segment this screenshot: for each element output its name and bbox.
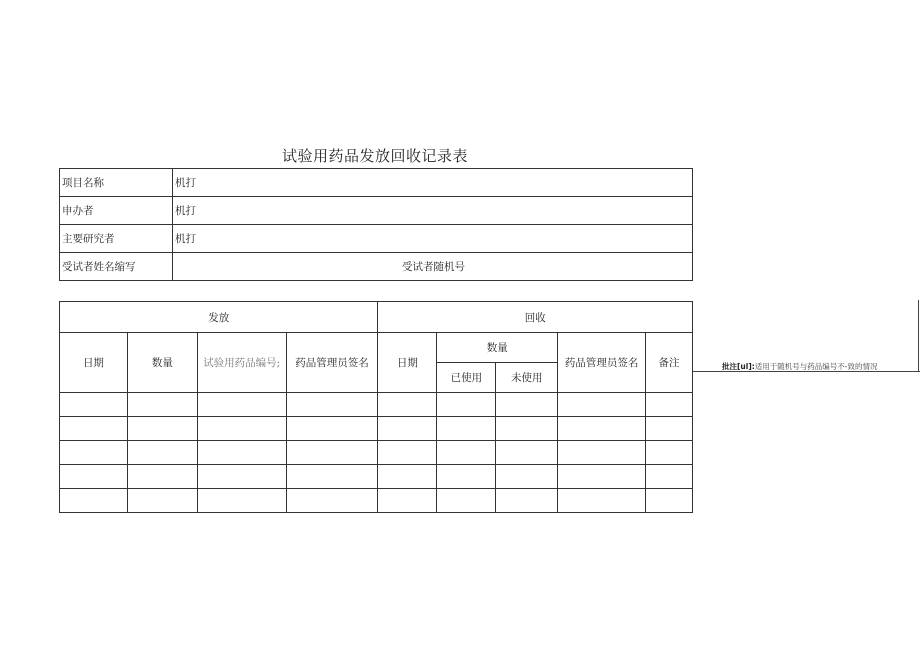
comment-text: 适用于随机号与药品编号不-致的情况: [754, 362, 878, 371]
table-cell[interactable]: [496, 393, 558, 417]
table-cell[interactable]: [558, 441, 646, 465]
info-label: 项目名称: [60, 169, 173, 197]
table-cell[interactable]: [286, 489, 378, 513]
review-comment[interactable]: [722, 361, 877, 372]
table-cell[interactable]: [646, 393, 693, 417]
info-value[interactable]: 机打: [173, 169, 693, 197]
col-date: 日期: [60, 333, 128, 393]
table-cell[interactable]: [496, 489, 558, 513]
table-cell[interactable]: [197, 417, 286, 441]
table-cell[interactable]: [646, 417, 693, 441]
table-cell[interactable]: [378, 441, 437, 465]
section-header-row: [60, 302, 693, 333]
table-cell[interactable]: [437, 441, 496, 465]
table-cell[interactable]: [60, 441, 128, 465]
table-cell[interactable]: [558, 417, 646, 441]
table-cell[interactable]: [437, 417, 496, 441]
info-row-investigator: [60, 225, 693, 253]
table-row: [60, 465, 693, 489]
table-cell[interactable]: [127, 465, 197, 489]
dispense-recover-table: [59, 301, 693, 513]
table-cell[interactable]: [60, 417, 128, 441]
dispense-header: 发放: [60, 302, 378, 333]
table-cell[interactable]: [378, 465, 437, 489]
table-cell[interactable]: [437, 489, 496, 513]
table-cell[interactable]: [558, 393, 646, 417]
table-cell[interactable]: [437, 465, 496, 489]
table-cell[interactable]: [496, 441, 558, 465]
table-cell[interactable]: [437, 393, 496, 417]
table-cell[interactable]: [60, 465, 128, 489]
col-manager-sign-recover: 药品管理员签名: [558, 333, 646, 393]
col-date-recover: 日期: [378, 333, 437, 393]
info-value[interactable]: 机打: [173, 225, 693, 253]
table-cell[interactable]: [286, 441, 378, 465]
comment-connector-line: [918, 300, 919, 372]
col-drug-number: 试验用药品编号;: [197, 333, 286, 393]
info-label: 主要研究者: [60, 225, 173, 253]
table-cell[interactable]: [496, 417, 558, 441]
recover-header: 回收: [378, 302, 693, 333]
col-manager-sign: 药品管理员签名: [286, 333, 378, 393]
table-cell[interactable]: [286, 393, 378, 417]
page-title: 试验用药品发放回收记录表: [281, 147, 468, 165]
info-row-sponsor: [60, 197, 693, 225]
table-cell[interactable]: [558, 465, 646, 489]
column-header-row: [60, 333, 693, 363]
table-cell[interactable]: [496, 465, 558, 489]
info-row-subject: [60, 253, 693, 281]
info-label: 受试者姓名缩写: [60, 253, 173, 281]
info-label: 申办者: [60, 197, 173, 225]
table-cell[interactable]: [378, 393, 437, 417]
col-remark: 备注: [646, 333, 693, 393]
table-cell[interactable]: [60, 393, 128, 417]
table-cell[interactable]: [127, 489, 197, 513]
table-cell[interactable]: [646, 441, 693, 465]
table-cell[interactable]: [127, 441, 197, 465]
info-row-project: [60, 169, 693, 197]
table-cell[interactable]: [197, 465, 286, 489]
table-row: [60, 489, 693, 513]
table-cell[interactable]: [197, 393, 286, 417]
table-cell[interactable]: [197, 441, 286, 465]
table-cell[interactable]: [197, 489, 286, 513]
table-cell[interactable]: [286, 417, 378, 441]
col-unused: 未使用: [496, 363, 558, 393]
table-cell[interactable]: [646, 465, 693, 489]
col-used: 已使用: [437, 363, 496, 393]
project-info-table: [59, 168, 693, 281]
table-cell[interactable]: [127, 417, 197, 441]
table-cell[interactable]: [646, 489, 693, 513]
col-quantity: 数量: [127, 333, 197, 393]
col-quantity-recover: 数量: [437, 333, 558, 363]
table-row: [60, 393, 693, 417]
table-cell[interactable]: [286, 465, 378, 489]
info-value[interactable]: 机打: [173, 197, 693, 225]
table-cell[interactable]: [378, 489, 437, 513]
info-value[interactable]: 受试者随机号: [173, 253, 693, 281]
comment-tag: 批注[ul]:: [722, 362, 755, 371]
table-cell[interactable]: [127, 393, 197, 417]
table-row: [60, 417, 693, 441]
table-cell[interactable]: [60, 489, 128, 513]
table-row: [60, 441, 693, 465]
table-cell[interactable]: [378, 417, 437, 441]
table-cell[interactable]: [558, 489, 646, 513]
